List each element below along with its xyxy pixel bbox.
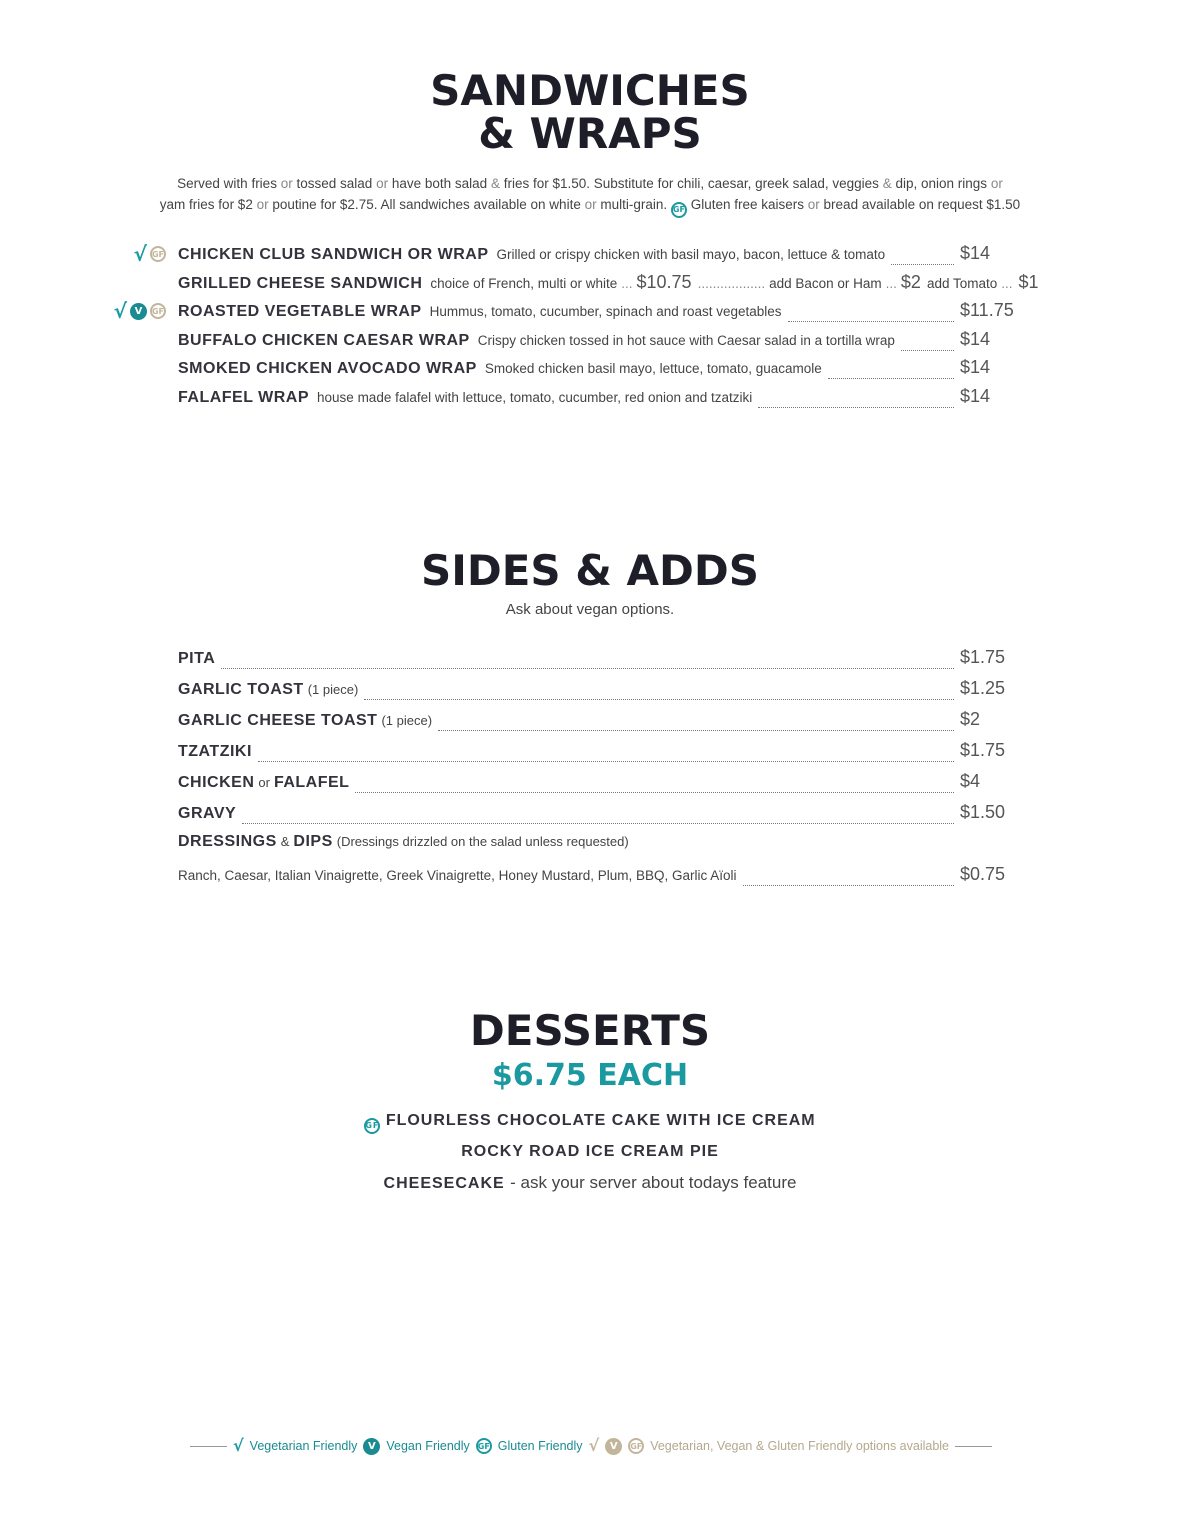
dot-leader	[743, 884, 954, 886]
item-name: DRESSINGS	[178, 833, 277, 850]
sides-subtitle: Ask about vegan options.	[505, 601, 675, 618]
addon-text: add Bacon or Ham	[769, 276, 882, 291]
item-price: $1.25	[960, 678, 1006, 698]
dot-leader	[438, 729, 954, 731]
item-name: PITA	[178, 650, 216, 667]
intro-or: or	[256, 197, 269, 212]
item-price: $10.75	[636, 272, 692, 292]
intro-text: Gluten free kaisers	[690, 197, 804, 212]
legend-gluten: Gluten Friendly	[497, 1439, 583, 1453]
dot-leader: ...	[1001, 276, 1013, 291]
sandwiches-title-line2: & WRAPS	[478, 109, 702, 158]
item-note: (Dressings drizzled on the salad unless requested)	[336, 834, 629, 849]
item-name: CHICKEN	[178, 774, 255, 791]
gluten-free-icon: GF	[476, 1438, 492, 1454]
legend-options: Vegetarian, Vegan & Gluten Friendly options available	[650, 1439, 950, 1453]
item-name: GRAVY	[178, 805, 237, 822]
addon-text: add Tomato	[926, 276, 998, 291]
dressings-options: Ranch, Caesar, Italian Vinaigrette, Greek Vinaigrette, Honey Mustard, Plum, BBQ, Garlic Aïoli	[178, 868, 737, 883]
vegetarian-leaf-icon: √	[233, 1436, 244, 1455]
item-or: or	[258, 775, 270, 790]
item-name: GARLIC CHEESE TOAST	[178, 712, 378, 729]
sandwiches-title-line1: SANDWICHES	[430, 66, 750, 115]
intro-text: tossed salad	[296, 176, 373, 191]
dessert-name: CHEESECAKE	[383, 1175, 505, 1192]
item-name: CHICKEN CLUB SANDWICH OR WRAP	[178, 246, 489, 263]
item-name: FALAFEL WRAP	[178, 389, 310, 406]
item-price: $1.75	[960, 647, 1006, 667]
gluten-free-icon: GF	[364, 1118, 380, 1134]
intro-text: Served with fries	[177, 176, 277, 191]
side-item	[178, 771, 1008, 797]
intro-text: bread available on request $1.50	[823, 197, 1021, 212]
vegan-option-icon: V	[605, 1438, 622, 1455]
dot-leader	[221, 667, 954, 669]
dot-leader: ..................	[697, 276, 766, 291]
side-item	[178, 802, 1008, 828]
item-name: FALAFEL	[273, 774, 350, 791]
menu-item	[178, 272, 1039, 298]
legend-divider	[955, 1446, 992, 1447]
item-name: GARLIC TOAST	[178, 681, 304, 698]
menu-item	[178, 386, 1008, 412]
sandwiches-intro	[150, 173, 1030, 218]
item-price: $14	[960, 357, 991, 377]
vegetarian-leaf-icon: √	[113, 299, 127, 323]
item-price: $14	[960, 243, 991, 263]
item-price: $1	[1018, 272, 1039, 292]
gluten-free-icon: GF	[671, 202, 687, 218]
dot-leader: ...	[885, 276, 897, 291]
item-price: $0.75	[960, 864, 1006, 884]
side-item	[178, 709, 1008, 735]
item-name: TZATZIKI	[178, 743, 252, 760]
gluten-friendly-option-icon: GF	[628, 1438, 644, 1454]
sides-title: SIDES & ADDS	[420, 546, 760, 595]
dot-leader	[758, 406, 954, 408]
side-item	[178, 740, 1008, 766]
intro-text: yam fries for $2	[159, 197, 253, 212]
addon-price: $2	[900, 272, 921, 292]
dot-leader	[891, 263, 954, 265]
legend-vegan: Vegan Friendly	[386, 1439, 470, 1453]
legend-vegetarian: Vegetarian Friendly	[249, 1439, 358, 1453]
dessert-item	[0, 1173, 1180, 1193]
legend-divider	[190, 1446, 227, 1447]
dressings-list	[178, 864, 1008, 890]
desserts-price: $6.75 EACH	[491, 1058, 689, 1093]
item-name: DIPS	[293, 833, 333, 850]
intro-text: poutine for $2.75. All sandwiches available on white	[272, 197, 581, 212]
item-name: BUFFALO CHICKEN CAESAR WRAP	[178, 332, 470, 349]
item-price: $1.50	[960, 802, 1006, 822]
side-item	[178, 678, 1008, 704]
dot-leader: ...	[621, 276, 633, 291]
item-description: choice of French, multi or white	[430, 276, 618, 291]
item-price: $14	[960, 329, 991, 349]
item-description: Grilled or crispy chicken with basil mayo, bacon, lettuce & tomato	[496, 247, 886, 262]
diet-legend	[190, 1436, 992, 1456]
menu-item	[178, 329, 1008, 355]
item-note: (1 piece)	[381, 713, 433, 728]
item-description: Smoked chicken basil mayo, lettuce, tomato, guacamole	[484, 361, 822, 376]
side-item	[178, 647, 1008, 673]
intro-text: multi-grain.	[600, 197, 668, 212]
item-name: ROASTED VEGETABLE WRAP	[178, 303, 422, 320]
gluten-friendly-option-icon: GF	[150, 303, 166, 319]
vegetarian-leaf-icon: √	[133, 242, 147, 266]
intro-or: or	[807, 197, 820, 212]
vegetarian-option-leaf-icon: √	[588, 1436, 600, 1455]
item-description: house made falafel with lettuce, tomato, cucumber, red onion and tzatziki	[317, 390, 753, 405]
item-price: $1.75	[960, 740, 1006, 760]
item-description: Hummus, tomato, cucumber, spinach and roast vegetables	[429, 304, 782, 319]
dot-leader	[788, 320, 954, 322]
vegan-icon: V	[363, 1438, 380, 1455]
dessert-note: - ask your server about todays feature	[510, 1173, 797, 1192]
dessert-name: FLOURLESS CHOCOLATE CAKE WITH ICE CREAM	[385, 1112, 816, 1129]
intro-text: fries for $1.50. Substitute for chili, caesar, greek salad, veggies	[503, 176, 879, 191]
dot-leader	[901, 349, 954, 351]
intro-or: or	[376, 176, 389, 191]
dot-leader	[828, 377, 954, 379]
dot-leader	[355, 791, 954, 793]
item-amp: &	[280, 834, 290, 849]
menu-item	[178, 357, 1008, 383]
item-note: (1 piece)	[307, 682, 359, 697]
desserts-title: DESSERTS	[469, 1006, 711, 1055]
dessert-item	[0, 1143, 1180, 1161]
intro-or: or	[584, 197, 597, 212]
intro-amp: &	[882, 176, 892, 191]
intro-text: have both salad	[391, 176, 488, 191]
menu-item	[178, 300, 1014, 326]
intro-or: or	[990, 176, 1003, 191]
item-price: $14	[960, 386, 991, 406]
intro-text: dip, onion rings	[895, 176, 988, 191]
dressings-heading	[178, 833, 1008, 859]
dot-leader	[364, 698, 954, 700]
dessert-name: ROCKY ROAD ICE CREAM PIE	[461, 1143, 719, 1160]
dessert-item	[0, 1112, 1180, 1134]
dot-leader	[258, 760, 954, 762]
dot-leader	[242, 822, 954, 824]
item-diet-icons	[96, 300, 166, 322]
item-name: GRILLED CHEESE SANDWICH	[178, 275, 423, 292]
intro-amp: &	[490, 176, 500, 191]
menu-item	[178, 243, 1008, 269]
vegan-icon: V	[130, 303, 147, 320]
item-price: $11.75	[960, 300, 1014, 320]
item-price: $2	[960, 709, 981, 729]
gluten-friendly-option-icon: GF	[150, 246, 166, 262]
item-diet-icons	[96, 243, 166, 265]
item-price: $4	[960, 771, 981, 791]
item-name: SMOKED CHICKEN AVOCADO WRAP	[178, 360, 477, 377]
intro-or: or	[280, 176, 293, 191]
item-description: Crispy chicken tossed in hot sauce with Caesar salad in a tortilla wrap	[477, 333, 895, 348]
